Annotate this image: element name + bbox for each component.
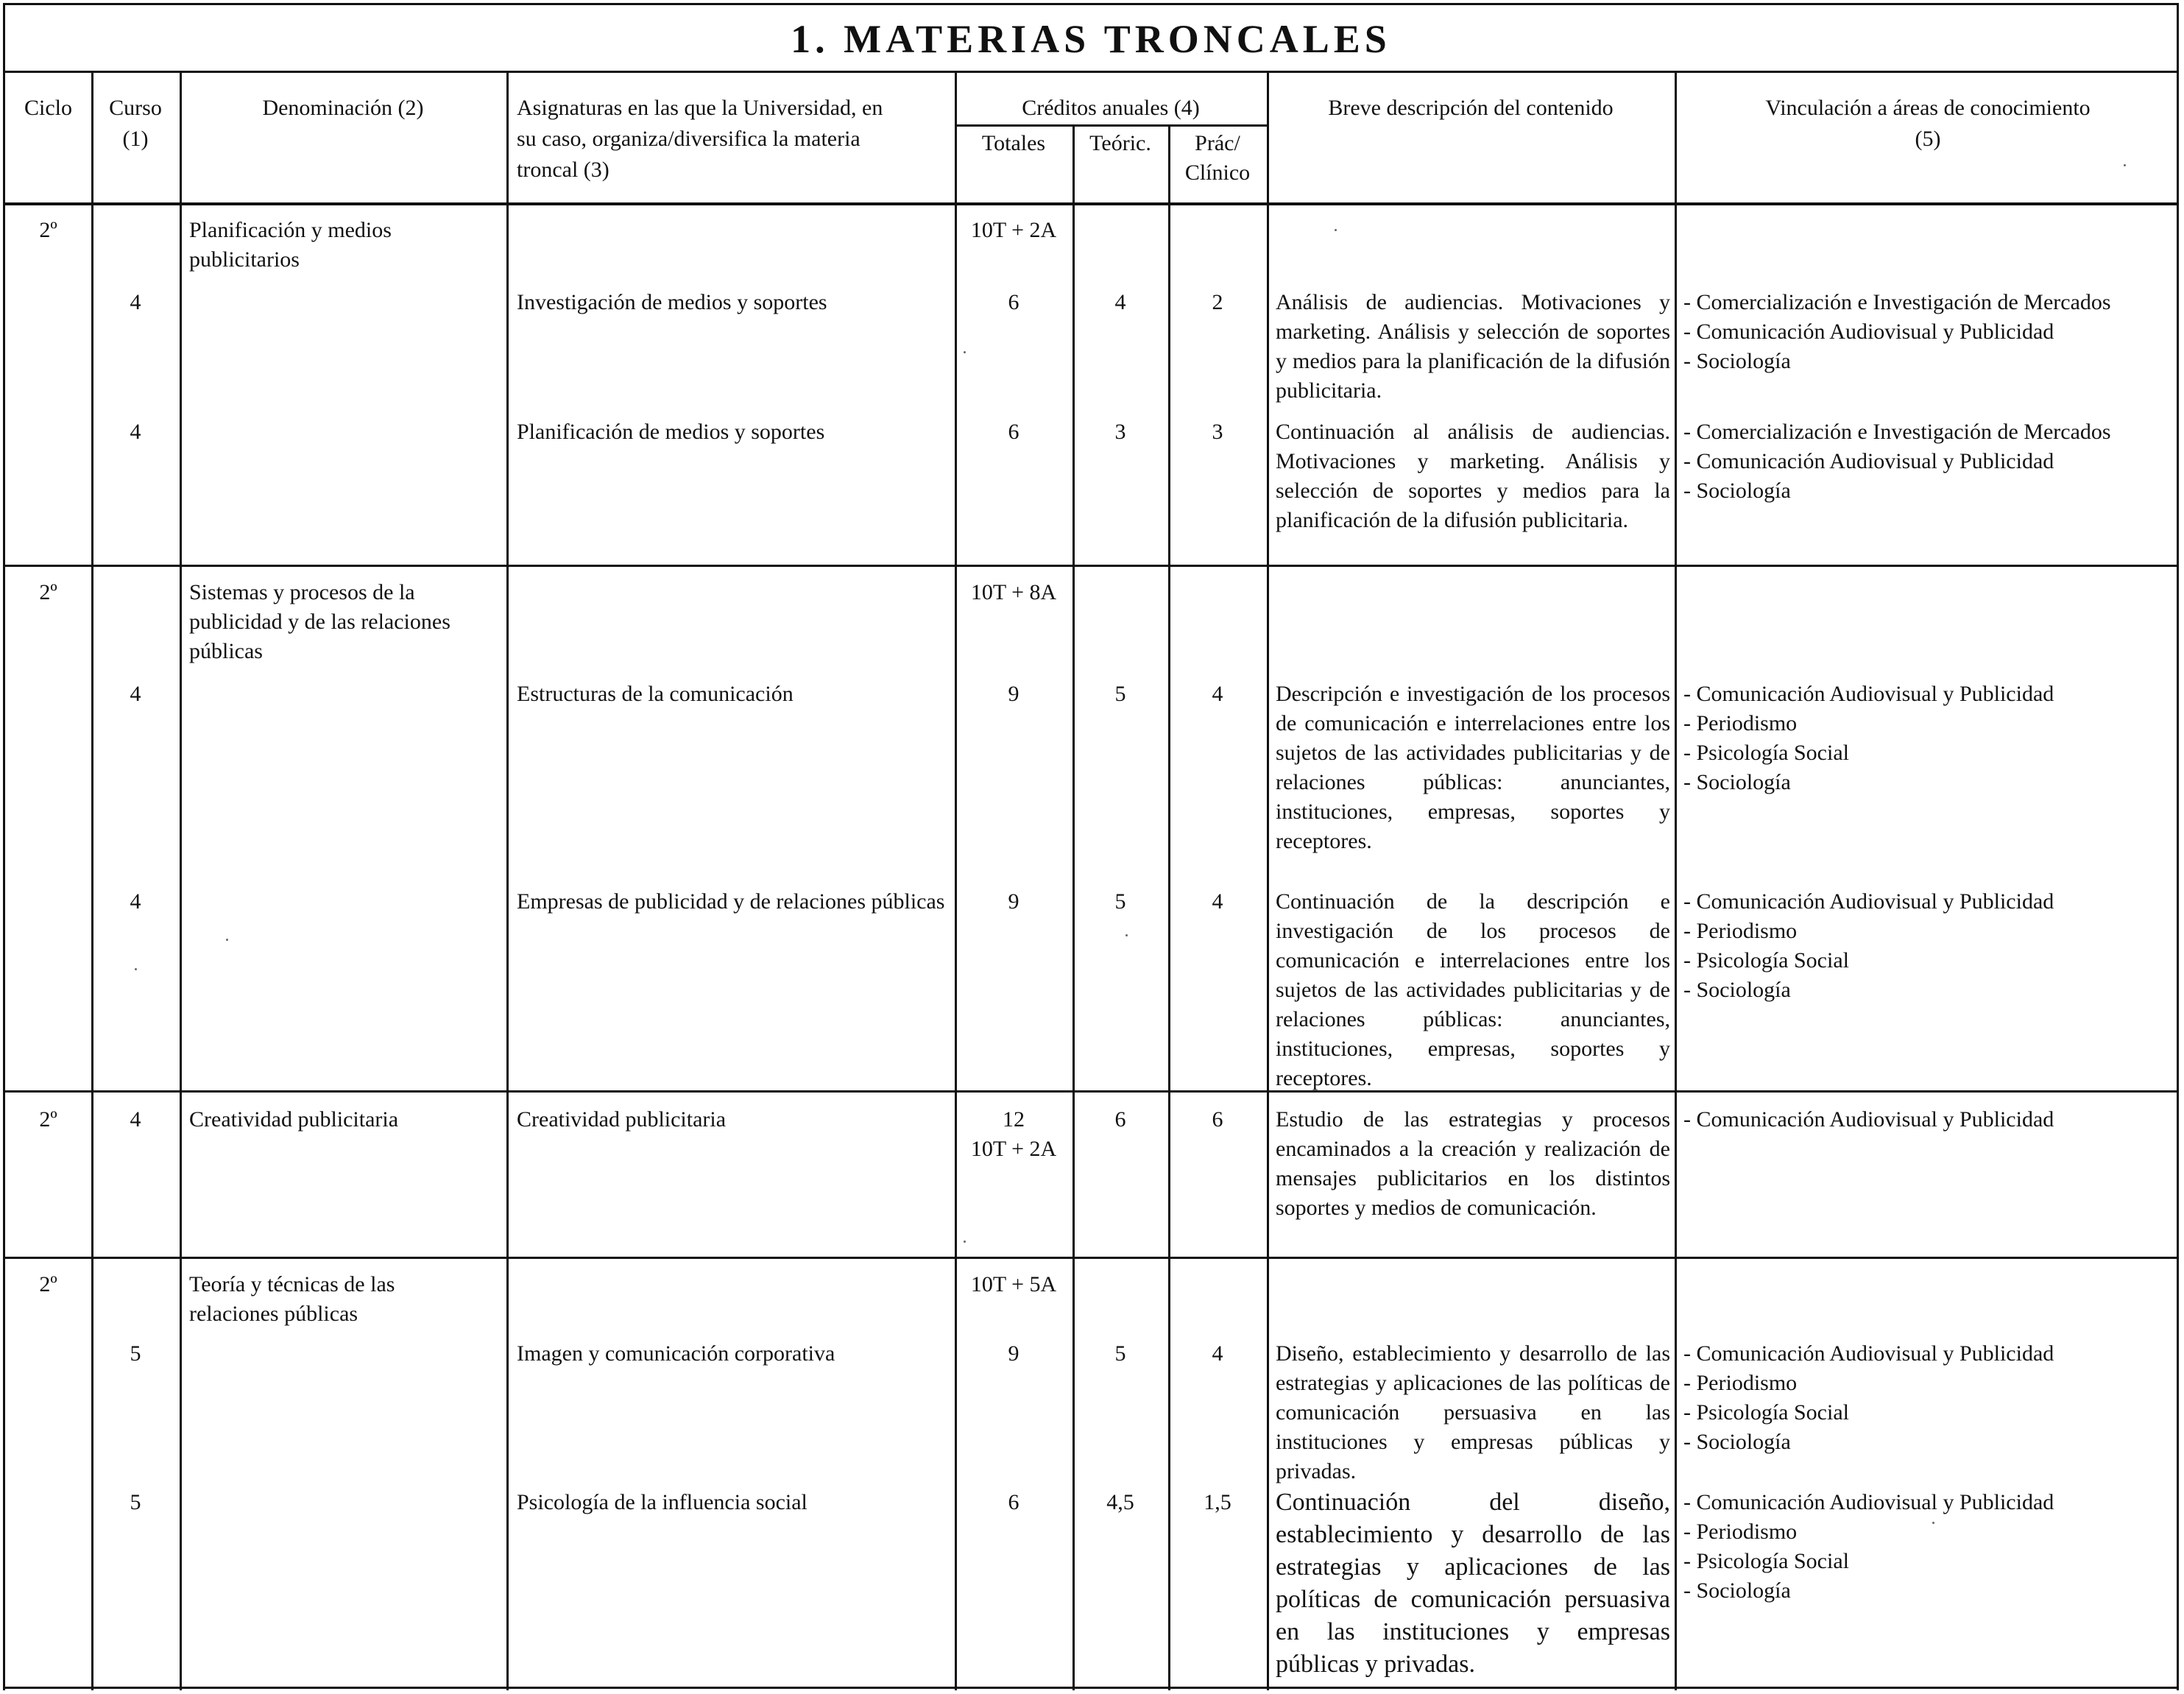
scan-speck	[135, 968, 137, 970]
row-totales: 9	[1008, 1341, 1019, 1366]
row-teoric: 5	[1114, 682, 1126, 706]
row-prac: 4	[1212, 1341, 1223, 1366]
col-divider	[1675, 73, 1677, 1690]
group-denominacion: Sistemas y procesos de la publicidad y de las relaciones públicas	[189, 580, 450, 663]
row-asignatura: Psicología de la influencia social	[517, 1490, 807, 1514]
row-prac: 4	[1212, 682, 1223, 706]
header-curso-note: (1)	[122, 127, 149, 151]
col-divider	[1267, 73, 1269, 1690]
header-descripcion: Breve descripción del contenido	[1328, 96, 1614, 120]
area-item: - Comunicación Audiovisual y Publicidad	[1683, 1490, 2054, 1514]
row-areas	[1683, 1488, 2054, 1606]
area-item: - Comercialización e Investigación de Mercados	[1683, 290, 2111, 314]
group-totales: 10T + 2A	[970, 1137, 1057, 1161]
row-teoric: 6	[1114, 1107, 1126, 1132]
header-bottom-line	[5, 202, 2177, 205]
row-areas	[1683, 417, 2111, 506]
header-vinculacion: Vinculación a áreas de conocimiento	[1765, 96, 2091, 120]
area-item: - Comercialización e Investigación de Mercados	[1683, 420, 2111, 444]
area-item: - Sociología	[1683, 978, 1791, 1002]
row-prac: 4	[1212, 889, 1223, 914]
row-areas	[1683, 288, 2111, 376]
row-teoric: 4,5	[1106, 1490, 1134, 1514]
area-item: - Psicología Social	[1683, 948, 1849, 973]
row-teoric: 5	[1114, 1341, 1126, 1366]
row-curso: 4	[130, 889, 141, 914]
area-item: - Periodismo	[1683, 711, 1798, 735]
header-vinculacion-note: (5)	[1915, 127, 1941, 151]
row-asignatura: Planificación de medios y soportes	[517, 420, 825, 444]
row-totales: 6	[1008, 420, 1019, 444]
group-totales: 10T + 5A	[970, 1272, 1057, 1296]
header-clinico: Clínico	[1184, 160, 1251, 185]
area-item: - Periodismo	[1683, 1520, 1798, 1544]
row-curso: 5	[130, 1490, 141, 1514]
row-teoric: 3	[1114, 420, 1126, 444]
row-prac: 2	[1212, 290, 1223, 314]
scan-speck	[2124, 164, 2126, 166]
area-item: - Comunicación Audiovisual y Publicidad	[1683, 682, 2054, 706]
row-teoric: 5	[1114, 889, 1126, 914]
area-item: - Periodismo	[1683, 1371, 1798, 1395]
scan-speck	[964, 351, 966, 353]
row-asignatura: Estructuras de la comunicación	[517, 682, 794, 706]
row-descripcion: Análisis de audiencias. Motivaciones y marketing. Análisis y selección de soportes y medios para la planificación de la difusión publicitaria.	[1276, 290, 1670, 403]
row-asignatura: Empresas de publicidad y de relaciones públicas	[517, 889, 945, 914]
group-ciclo: 2º	[39, 580, 57, 604]
group-ciclo: 2º	[39, 1107, 57, 1132]
area-item: - Sociología	[1683, 479, 1791, 503]
row-teoric: 4	[1114, 290, 1126, 314]
row-areas	[1683, 887, 2054, 1005]
row-areas	[1683, 1105, 2054, 1134]
scan-speck	[226, 939, 228, 941]
scan-speck	[964, 1240, 966, 1243]
row-curso: 4	[130, 290, 141, 314]
row-prac: 6	[1212, 1107, 1223, 1132]
row-areas	[1683, 680, 2054, 797]
area-item: - Psicología Social	[1683, 741, 1849, 765]
group-totales: 10T + 8A	[970, 580, 1057, 604]
row-descripcion: Continuación del diseño, establecimiento y desarrollo de las estrategias y aplicaciones de las políticas de comunicación persuasiva en las instituciones y empresas públicas y privadas.	[1276, 1489, 1670, 1678]
group-denominacion: Planificación y medios publicitarios	[189, 218, 392, 272]
header-ciclo: Ciclo	[24, 96, 72, 120]
page-title: 1. MATERIAS TRONCALES	[5, 5, 2177, 73]
row-areas	[1683, 1339, 2054, 1457]
area-item: - Comunicación Audiovisual y Publicidad	[1683, 320, 2054, 344]
group-denominacion: Teoría y técnicas de las relaciones públicas	[189, 1272, 395, 1326]
group-denominacion: Creatividad publicitaria	[189, 1107, 399, 1132]
row-descripcion: Continuación de la descripción e investigación de los procesos de comunicación e interrelaciones entre los sujetos de las actividades publicitarias y de relaciones públicas: anunciantes, instituciones, empresas, soportes y receptores.	[1276, 889, 1670, 1090]
area-item: - Comunicación Audiovisual y Publicidad	[1683, 1107, 2054, 1132]
header-creditos: Créditos anuales (4)	[1022, 96, 1200, 120]
row-asignatura: Imagen y comunicación corporativa	[517, 1341, 835, 1366]
group-totales: 10T + 2A	[970, 218, 1057, 242]
area-item: - Sociología	[1683, 770, 1791, 794]
area-item: - Comunicación Audiovisual y Publicidad	[1683, 889, 2054, 914]
row-prac: 1,5	[1204, 1490, 1231, 1514]
materias-troncales-table	[3, 3, 2179, 1690]
scan-speck	[1335, 229, 1337, 231]
area-item: - Periodismo	[1683, 919, 1798, 943]
header-asignaturas-line1: Asignaturas en las que la Universidad, en	[517, 96, 883, 120]
row-divider	[5, 565, 2177, 567]
area-item: - Psicología Social	[1683, 1400, 1849, 1425]
row-divider	[5, 1090, 2177, 1093]
row-totales: 12	[1003, 1107, 1025, 1132]
header-asignaturas-line3: troncal (3)	[517, 158, 609, 182]
col-divider	[506, 73, 509, 1690]
scan-speck	[1125, 934, 1128, 936]
area-item: - Psicología Social	[1683, 1549, 1849, 1573]
row-curso: 4	[130, 420, 141, 444]
area-item: - Comunicación Audiovisual y Publicidad	[1683, 1341, 2054, 1366]
area-item: - Sociología	[1683, 1578, 1791, 1603]
row-totales: 9	[1008, 889, 1019, 914]
header-denominacion: Denominación (2)	[262, 96, 424, 120]
row-curso: 4	[130, 682, 141, 706]
row-divider	[5, 1257, 2177, 1259]
row-asignatura: Creatividad publicitaria	[517, 1107, 727, 1132]
row-totales: 9	[1008, 682, 1019, 706]
header-asignaturas-line2: su caso, organiza/diversifica la materia	[517, 127, 860, 151]
row-descripcion: Diseño, establecimiento y desarrollo de las estrategias y aplicaciones de las políticas de comunicación persuasiva en las instituciones y empresas públicas y privadas.	[1276, 1341, 1670, 1483]
row-curso: 5	[130, 1341, 141, 1366]
header-totales: Totales	[981, 131, 1046, 155]
row-descripcion: Estudio de las estrategias y procesos encaminados a la creación y realización de mensajes publicitarios en los distintos soportes y medios de comunicación.	[1276, 1107, 1670, 1220]
group-ciclo: 2º	[39, 1272, 57, 1296]
header-teoric: Teóric.	[1089, 131, 1151, 155]
row-totales: 6	[1008, 290, 1019, 314]
row-prac: 3	[1212, 420, 1223, 444]
area-item: - Comunicación Audiovisual y Publicidad	[1683, 449, 2054, 473]
row-descripcion: Descripción e investigación de los procesos de comunicación e interrelaciones entre los sujetos de las actividades publicitarias y de relaciones públicas: anunciantes, instituciones, empresas, soportes y receptores.	[1276, 682, 1670, 853]
row-curso: 4	[130, 1107, 141, 1132]
col-divider	[180, 73, 182, 1690]
row-descripcion: Continuación al análisis de audiencias. Motivaciones y marketing. Análisis y selección de soportes y medios para la planificación de la difusión publicitaria.	[1276, 420, 1670, 532]
credits-subheader-line	[955, 124, 1267, 127]
scan-speck	[1932, 1522, 1934, 1524]
area-item: - Sociología	[1683, 349, 1791, 373]
row-divider	[5, 1687, 2177, 1689]
row-totales: 6	[1008, 1490, 1019, 1514]
group-ciclo: 2º	[39, 218, 57, 242]
area-item: - Sociología	[1683, 1430, 1791, 1454]
header-curso: Curso	[109, 96, 162, 120]
row-asignatura: Investigación de medios y soportes	[517, 290, 827, 314]
header-prac: Prác/	[1195, 131, 1240, 155]
